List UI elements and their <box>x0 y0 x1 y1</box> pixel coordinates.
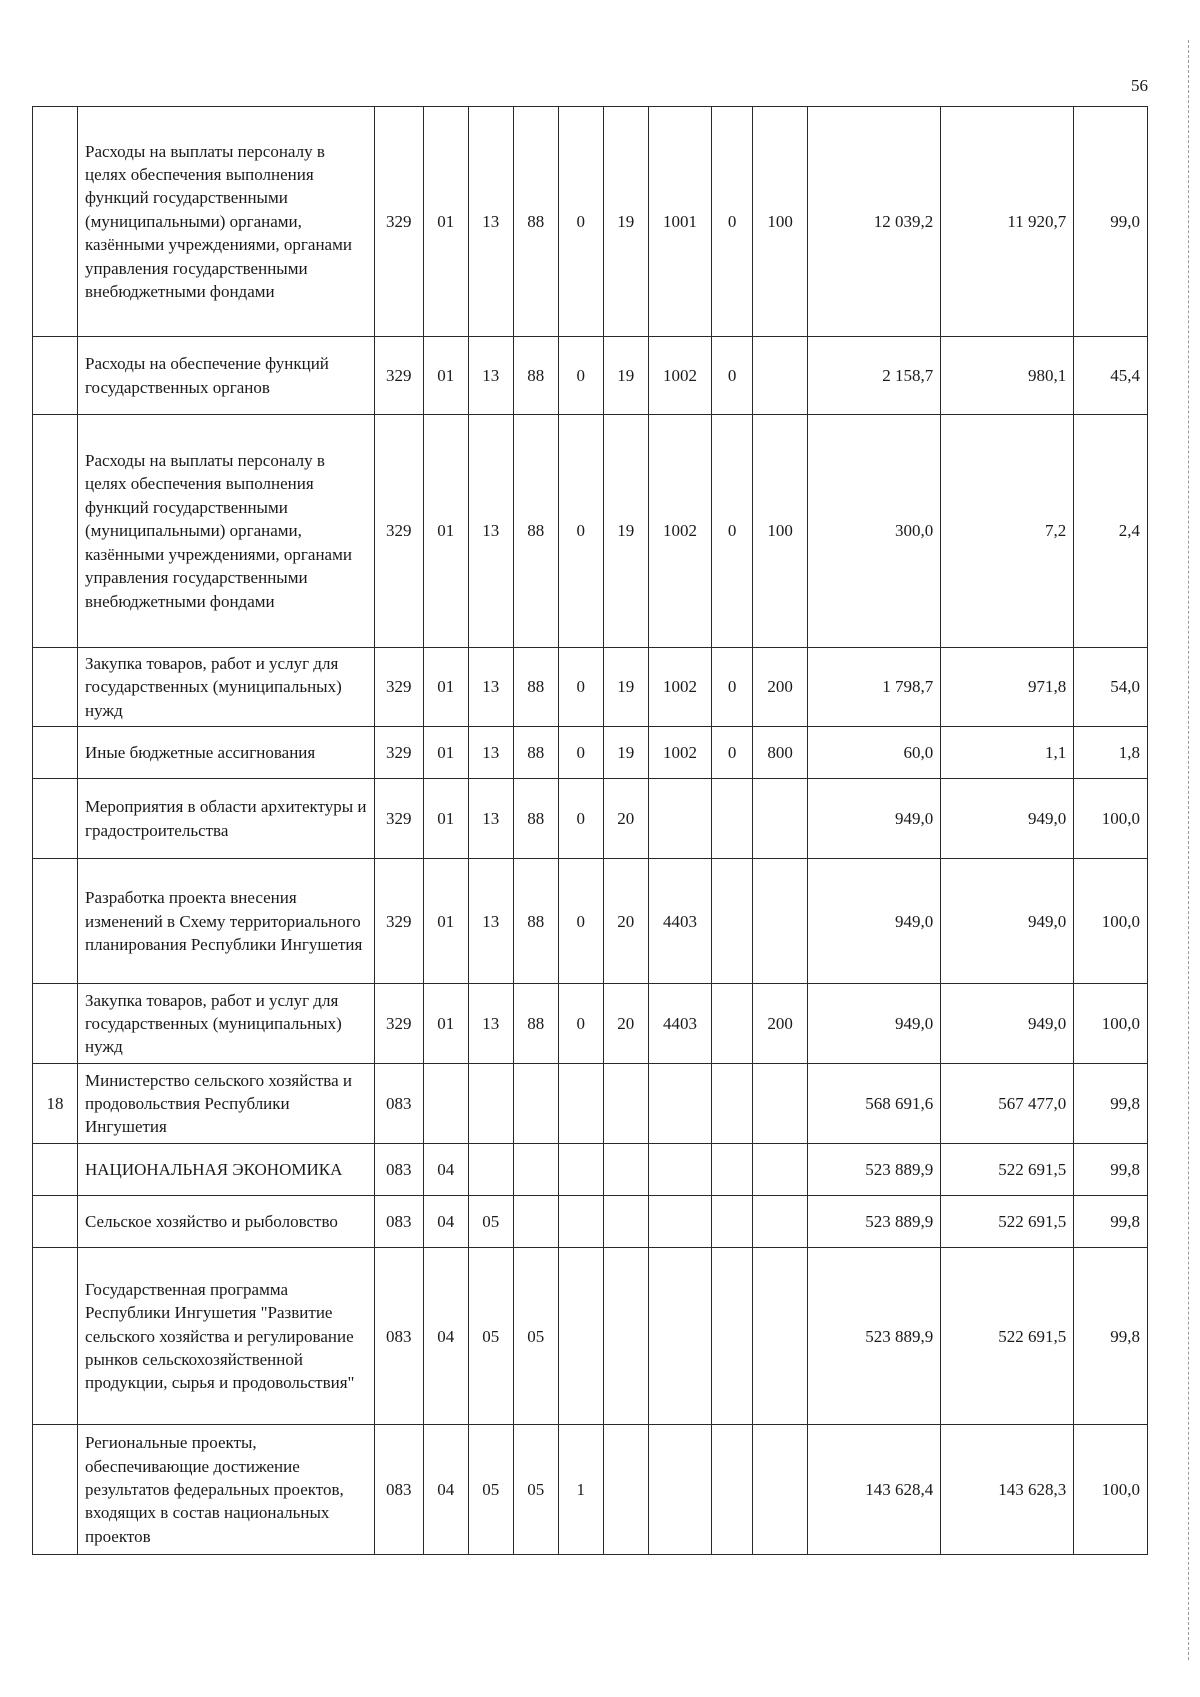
code-col-2-cell: 01 <box>423 337 468 415</box>
code-col-4-cell: 88 <box>513 859 558 984</box>
code-col-6-cell <box>603 1064 648 1144</box>
code-col-8-cell: 0 <box>712 107 753 337</box>
code-col-7-cell: 4403 <box>648 859 711 984</box>
table-row <box>33 859 1148 984</box>
row-index-cell <box>33 1144 78 1196</box>
code-col-5-cell: 0 <box>558 727 603 779</box>
percent-cell: 99,8 <box>1074 1064 1148 1144</box>
value-col-1-cell: 2 158,7 <box>808 337 941 415</box>
code-col-8-cell <box>712 859 753 984</box>
code-col-2-cell: 01 <box>423 859 468 984</box>
value-col-2-cell: 567 477,0 <box>941 1064 1074 1144</box>
percent-cell: 100,0 <box>1074 779 1148 859</box>
code-col-6-cell: 19 <box>603 648 648 727</box>
code-col-6-cell <box>603 1144 648 1196</box>
code-col-5-cell: 0 <box>558 648 603 727</box>
code-col-4-cell: 05 <box>513 1425 558 1555</box>
code-col-6-cell: 20 <box>603 984 648 1064</box>
code-col-7-cell: 1001 <box>648 107 711 337</box>
code-col-7-cell <box>648 779 711 859</box>
row-name-cell: Расходы на выплаты персоналу в целях обеспечения выполнения функций государственными (муниципальными) органами, казёнными учреждениями, органами управления государственными внебюджетными фондами <box>78 107 375 337</box>
code-col-1-cell: 083 <box>374 1248 423 1425</box>
code-col-9-cell: 800 <box>753 727 808 779</box>
row-name-cell: Государственная программа Республики Ингушетия "Развитие сельского хозяйства и регулирование рынков сельскохозяйственной продукции, сырья и продовольствия" <box>78 1248 375 1425</box>
code-col-8-cell: 0 <box>712 648 753 727</box>
code-col-8-cell: 0 <box>712 337 753 415</box>
code-col-1-cell: 329 <box>374 984 423 1064</box>
table-row <box>33 779 1148 859</box>
code-col-6-cell <box>603 1248 648 1425</box>
percent-cell: 99,8 <box>1074 1144 1148 1196</box>
value-col-1-cell: 523 889,9 <box>808 1144 941 1196</box>
value-col-1-cell: 949,0 <box>808 779 941 859</box>
value-col-2-cell: 522 691,5 <box>941 1248 1074 1425</box>
code-col-9-cell <box>753 1425 808 1555</box>
value-col-1-cell: 143 628,4 <box>808 1425 941 1555</box>
value-col-2-cell: 522 691,5 <box>941 1144 1074 1196</box>
row-index-cell <box>33 1196 78 1248</box>
code-col-6-cell: 19 <box>603 107 648 337</box>
value-col-1-cell: 949,0 <box>808 984 941 1064</box>
code-col-9-cell: 100 <box>753 107 808 337</box>
code-col-3-cell: 13 <box>468 107 513 337</box>
percent-cell: 100,0 <box>1074 859 1148 984</box>
code-col-8-cell <box>712 1196 753 1248</box>
code-col-4-cell: 05 <box>513 1248 558 1425</box>
code-col-2-cell: 01 <box>423 648 468 727</box>
code-col-3-cell: 13 <box>468 415 513 648</box>
value-col-2-cell: 143 628,3 <box>941 1425 1074 1555</box>
code-col-5-cell: 1 <box>558 1425 603 1555</box>
value-col-2-cell: 949,0 <box>941 984 1074 1064</box>
value-col-1-cell: 1 798,7 <box>808 648 941 727</box>
code-col-5-cell <box>558 1144 603 1196</box>
row-name-cell: Министерство сельского хозяйства и продовольствия Республики Ингушетия <box>78 1064 375 1144</box>
code-col-1-cell: 083 <box>374 1196 423 1248</box>
value-col-1-cell: 60,0 <box>808 727 941 779</box>
value-col-2-cell: 7,2 <box>941 415 1074 648</box>
code-col-4-cell <box>513 1144 558 1196</box>
row-index-cell <box>33 984 78 1064</box>
table-row <box>33 337 1148 415</box>
code-col-1-cell: 083 <box>374 1144 423 1196</box>
code-col-7-cell <box>648 1196 711 1248</box>
code-col-8-cell: 0 <box>712 727 753 779</box>
code-col-4-cell: 88 <box>513 337 558 415</box>
code-col-9-cell <box>753 1248 808 1425</box>
row-name-cell: НАЦИОНАЛЬНАЯ ЭКОНОМИКА <box>78 1144 375 1196</box>
code-col-7-cell: 1002 <box>648 415 711 648</box>
code-col-2-cell: 04 <box>423 1248 468 1425</box>
code-col-3-cell: 13 <box>468 727 513 779</box>
table-body <box>33 107 1148 1555</box>
row-name-cell: Закупка товаров, работ и услуг для государственных (муниципальных) нужд <box>78 984 375 1064</box>
code-col-4-cell: 88 <box>513 415 558 648</box>
percent-cell: 99,8 <box>1074 1248 1148 1425</box>
code-col-1-cell: 329 <box>374 779 423 859</box>
value-col-2-cell: 11 920,7 <box>941 107 1074 337</box>
row-index-cell <box>33 648 78 727</box>
code-col-4-cell: 88 <box>513 984 558 1064</box>
row-index-cell: 18 <box>33 1064 78 1144</box>
code-col-8-cell <box>712 984 753 1064</box>
code-col-1-cell: 329 <box>374 859 423 984</box>
code-col-9-cell: 200 <box>753 984 808 1064</box>
row-index-cell <box>33 1425 78 1555</box>
scan-edge <box>1188 40 1190 1660</box>
code-col-6-cell: 19 <box>603 727 648 779</box>
percent-cell: 100,0 <box>1074 984 1148 1064</box>
code-col-2-cell: 01 <box>423 984 468 1064</box>
code-col-5-cell <box>558 1248 603 1425</box>
code-col-2-cell <box>423 1064 468 1144</box>
percent-cell: 54,0 <box>1074 648 1148 727</box>
row-name-cell: Разработка проекта внесения изменений в Схему территориального планирования Республики Ингушетия <box>78 859 375 984</box>
percent-cell: 1,8 <box>1074 727 1148 779</box>
code-col-2-cell: 01 <box>423 779 468 859</box>
code-col-4-cell: 88 <box>513 727 558 779</box>
row-index-cell <box>33 415 78 648</box>
code-col-2-cell: 01 <box>423 415 468 648</box>
code-col-3-cell: 13 <box>468 648 513 727</box>
row-name-cell: Расходы на выплаты персоналу в целях обеспечения выполнения функций государственными (муниципальными) органами, казёнными учреждениями, органами управления государственными внебюджетными фондами <box>78 415 375 648</box>
code-col-9-cell <box>753 337 808 415</box>
value-col-2-cell: 522 691,5 <box>941 1196 1074 1248</box>
percent-cell: 99,8 <box>1074 1196 1148 1248</box>
code-col-2-cell: 04 <box>423 1196 468 1248</box>
code-col-7-cell: 1002 <box>648 337 711 415</box>
percent-cell: 2,4 <box>1074 415 1148 648</box>
value-col-2-cell: 949,0 <box>941 779 1074 859</box>
table-row <box>33 1425 1148 1555</box>
code-col-1-cell: 329 <box>374 337 423 415</box>
row-index-cell <box>33 727 78 779</box>
code-col-1-cell: 329 <box>374 727 423 779</box>
code-col-8-cell <box>712 1144 753 1196</box>
code-col-8-cell <box>712 1064 753 1144</box>
code-col-3-cell: 13 <box>468 779 513 859</box>
code-col-7-cell <box>648 1144 711 1196</box>
value-col-1-cell: 523 889,9 <box>808 1196 941 1248</box>
code-col-3-cell: 13 <box>468 337 513 415</box>
value-col-1-cell: 523 889,9 <box>808 1248 941 1425</box>
row-index-cell <box>33 337 78 415</box>
code-col-8-cell <box>712 1425 753 1555</box>
code-col-2-cell: 01 <box>423 727 468 779</box>
code-col-3-cell: 13 <box>468 984 513 1064</box>
code-col-1-cell: 329 <box>374 648 423 727</box>
table-row <box>33 648 1148 727</box>
code-col-8-cell <box>712 779 753 859</box>
percent-cell: 45,4 <box>1074 337 1148 415</box>
code-col-2-cell: 04 <box>423 1144 468 1196</box>
code-col-6-cell <box>603 1425 648 1555</box>
table-row <box>33 107 1148 337</box>
row-name-cell: Иные бюджетные ассигнования <box>78 727 375 779</box>
code-col-3-cell: 05 <box>468 1425 513 1555</box>
code-col-1-cell: 329 <box>374 107 423 337</box>
code-col-7-cell: 1002 <box>648 727 711 779</box>
value-col-2-cell: 949,0 <box>941 859 1074 984</box>
value-col-1-cell: 12 039,2 <box>808 107 941 337</box>
row-name-cell: Расходы на обеспечение функций государственных органов <box>78 337 375 415</box>
code-col-9-cell <box>753 1064 808 1144</box>
code-col-9-cell <box>753 1196 808 1248</box>
code-col-5-cell: 0 <box>558 984 603 1064</box>
code-col-7-cell: 1002 <box>648 648 711 727</box>
value-col-1-cell: 300,0 <box>808 415 941 648</box>
code-col-5-cell: 0 <box>558 337 603 415</box>
code-col-6-cell: 20 <box>603 859 648 984</box>
code-col-7-cell <box>648 1425 711 1555</box>
code-col-5-cell <box>558 1064 603 1144</box>
value-col-1-cell: 949,0 <box>808 859 941 984</box>
code-col-5-cell: 0 <box>558 107 603 337</box>
code-col-4-cell: 88 <box>513 107 558 337</box>
table-row <box>33 984 1148 1064</box>
code-col-2-cell: 01 <box>423 107 468 337</box>
code-col-4-cell <box>513 1064 558 1144</box>
code-col-4-cell: 88 <box>513 648 558 727</box>
code-col-8-cell <box>712 1248 753 1425</box>
code-col-9-cell <box>753 1144 808 1196</box>
percent-cell: 99,0 <box>1074 107 1148 337</box>
row-name-cell: Региональные проекты, обеспечивающие достижение результатов федеральных проектов, входящих в состав национальных проектов <box>78 1425 375 1555</box>
code-col-6-cell: 19 <box>603 415 648 648</box>
code-col-3-cell: 13 <box>468 859 513 984</box>
code-col-6-cell: 19 <box>603 337 648 415</box>
value-col-2-cell: 980,1 <box>941 337 1074 415</box>
code-col-5-cell: 0 <box>558 415 603 648</box>
page-number: 56 <box>1131 76 1148 95</box>
code-col-3-cell <box>468 1064 513 1144</box>
table-row <box>33 1248 1148 1425</box>
value-col-2-cell: 1,1 <box>941 727 1074 779</box>
table-row <box>33 415 1148 648</box>
code-col-3-cell <box>468 1144 513 1196</box>
code-col-5-cell <box>558 1196 603 1248</box>
row-name-cell: Сельское хозяйство и рыболовство <box>78 1196 375 1248</box>
row-index-cell <box>33 779 78 859</box>
code-col-3-cell: 05 <box>468 1196 513 1248</box>
code-col-6-cell: 20 <box>603 779 648 859</box>
code-col-1-cell: 329 <box>374 415 423 648</box>
table-row <box>33 1144 1148 1196</box>
code-col-5-cell: 0 <box>558 859 603 984</box>
row-index-cell <box>33 859 78 984</box>
code-col-3-cell: 05 <box>468 1248 513 1425</box>
code-col-6-cell <box>603 1196 648 1248</box>
code-col-7-cell <box>648 1064 711 1144</box>
code-col-1-cell: 083 <box>374 1425 423 1555</box>
value-col-2-cell: 971,8 <box>941 648 1074 727</box>
row-name-cell: Закупка товаров, работ и услуг для государственных (муниципальных) нужд <box>78 648 375 727</box>
code-col-5-cell: 0 <box>558 779 603 859</box>
code-col-2-cell: 04 <box>423 1425 468 1555</box>
code-col-7-cell: 4403 <box>648 984 711 1064</box>
code-col-9-cell <box>753 859 808 984</box>
code-col-9-cell <box>753 779 808 859</box>
code-col-4-cell <box>513 1196 558 1248</box>
code-col-8-cell: 0 <box>712 415 753 648</box>
value-col-1-cell: 568 691,6 <box>808 1064 941 1144</box>
percent-cell: 100,0 <box>1074 1425 1148 1555</box>
code-col-9-cell: 100 <box>753 415 808 648</box>
row-name-cell: Мероприятия в области архитектуры и градостроительства <box>78 779 375 859</box>
table-row <box>33 727 1148 779</box>
budget-table <box>32 106 1148 1555</box>
row-index-cell <box>33 1248 78 1425</box>
code-col-4-cell: 88 <box>513 779 558 859</box>
code-col-7-cell <box>648 1248 711 1425</box>
table-row <box>33 1064 1148 1144</box>
code-col-1-cell: 083 <box>374 1064 423 1144</box>
code-col-9-cell: 200 <box>753 648 808 727</box>
table-row <box>33 1196 1148 1248</box>
row-index-cell <box>33 107 78 337</box>
